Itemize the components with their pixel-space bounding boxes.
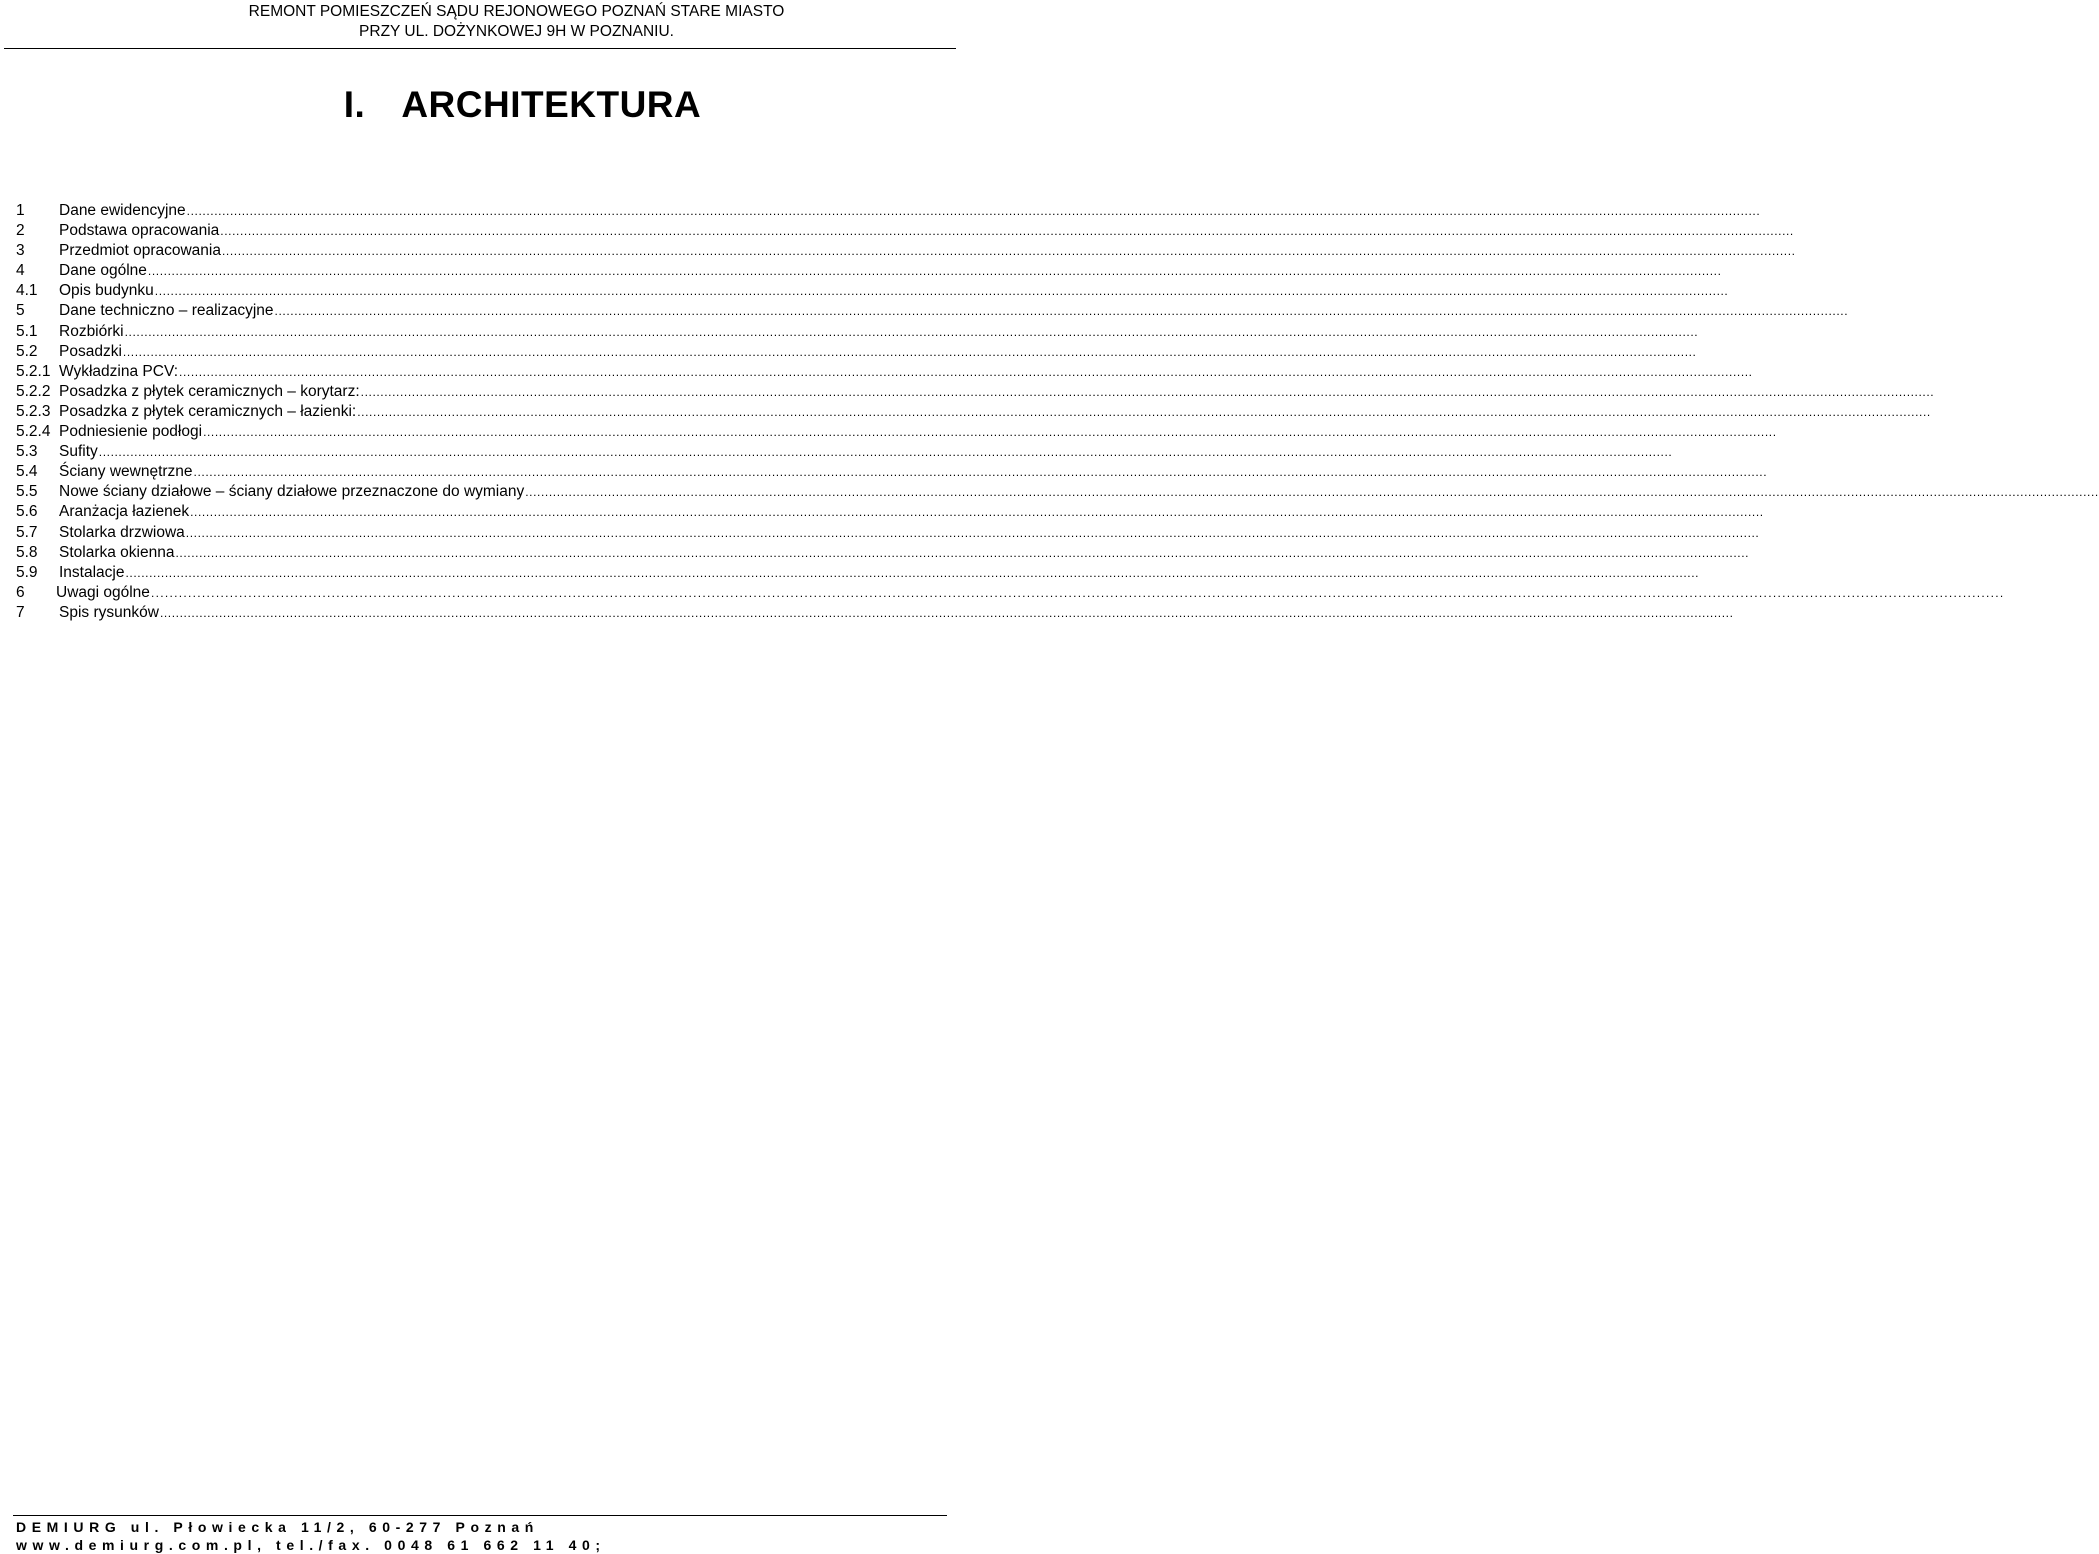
toc-entry-number: 6 bbox=[16, 583, 25, 601]
toc-entry[interactable] bbox=[16, 603, 1734, 623]
toc-entry[interactable] bbox=[16, 563, 1700, 583]
toc-dot-leader: ................................................................................................................................................................................................................................................................................................................................................................................................................ bbox=[147, 264, 1722, 279]
document-header bbox=[0, 2, 960, 42]
toc-entry-label: Podstawa opracowania bbox=[59, 222, 220, 240]
table-of-contents bbox=[16, 201, 2099, 623]
toc-dot-leader: ................................................................................................................................................................................................................................................................................................................................................................................................................ bbox=[154, 284, 1729, 299]
toc-entry-number: 1 bbox=[16, 202, 25, 219]
toc-entry-label: Posadzka z płytek ceramicznych – łazienki: bbox=[59, 402, 357, 420]
toc-entry[interactable] bbox=[16, 442, 1673, 462]
toc-entry-number: 5.1 bbox=[16, 322, 38, 340]
toc-dot-leader: ................................................................................................................................................................................................................................................................................................................................................................................................................ bbox=[203, 425, 1777, 440]
document-footer bbox=[16, 1519, 946, 1554]
toc-entry-number: 5.7 bbox=[16, 523, 38, 541]
toc-entry-number: 5.3 bbox=[16, 443, 38, 461]
toc-entry[interactable] bbox=[16, 342, 1697, 362]
toc-entry[interactable] bbox=[16, 201, 1761, 221]
toc-entry-label: Stolarka okienna bbox=[59, 543, 175, 561]
toc-entry-number: 3 bbox=[16, 242, 25, 260]
toc-entry[interactable] bbox=[16, 422, 1777, 442]
toc-entry-label: Dane techniczno – realizacyjne bbox=[59, 302, 274, 320]
toc-entry-label: Wykładzina PCV: bbox=[59, 362, 179, 380]
toc-entry-label: Stolarka drzwiowa bbox=[59, 523, 185, 541]
footer-divider bbox=[13, 1515, 947, 1516]
toc-entry-label: Rozbiórki bbox=[59, 322, 124, 340]
footer-address: DEMIURG ul. Płowiecka 11/2, 60-277 Poznań bbox=[16, 1519, 539, 1535]
toc-dot-leader: ................................................................................................................................................................................................................................................................................................................................................................................................................ bbox=[360, 384, 1935, 399]
toc-entry-label: Instalacje bbox=[59, 563, 125, 581]
toc-dot-leader: ................................................................................................................................................................................................................................................................................................................................................................................................................ bbox=[150, 585, 2005, 600]
toc-entry[interactable] bbox=[16, 462, 1768, 482]
toc-entry[interactable] bbox=[16, 382, 1935, 402]
toc-entry[interactable] bbox=[16, 362, 1753, 382]
toc-entry-label: Spis rysunków bbox=[59, 603, 159, 621]
toc-dot-leader: ................................................................................................................................................................................................................................................................................................................................................................................................................ bbox=[98, 445, 1673, 460]
toc-dot-leader: ................................................................................................................................................................................................................................................................................................................................................................................................................ bbox=[525, 485, 2099, 500]
toc-dot-leader: ................................................................................................................................................................................................................................................................................................................................................................................................................ bbox=[193, 465, 1768, 480]
toc-entry[interactable] bbox=[16, 402, 1931, 422]
toc-entry-number: 7 bbox=[16, 603, 25, 621]
toc-entry-label: Posadzki bbox=[59, 342, 122, 360]
toc-entry-label: Posadzka z płytek ceramicznych – korytarz: bbox=[59, 382, 360, 400]
toc-entry[interactable] bbox=[16, 221, 1794, 241]
toc-dot-leader: ................................................................................................................................................................................................................................................................................................................................................................................................................ bbox=[190, 505, 1764, 520]
toc-entry[interactable] bbox=[16, 261, 1722, 281]
toc-entry[interactable] bbox=[16, 523, 1760, 543]
toc-entry-number: 4.1 bbox=[16, 282, 38, 300]
toc-entry-label: Podniesienie podłogi bbox=[59, 423, 203, 441]
toc-entry[interactable] bbox=[16, 482, 2099, 502]
footer-contact: www.demiurg.com.pl, tel./fax. 0048 61 662 11 40; bbox=[16, 1536, 606, 1553]
toc-entry-label: Aranżacja łazienek bbox=[59, 503, 190, 521]
toc-dot-leader: ................................................................................................................................................................................................................................................................................................................................................................................................................ bbox=[125, 565, 1700, 580]
toc-entry[interactable] bbox=[16, 241, 1796, 261]
toc-dot-leader: ................................................................................................................................................................................................................................................................................................................................................................................................................ bbox=[124, 324, 1699, 339]
toc-entry-label: Dane ewidencyjne bbox=[59, 202, 186, 219]
section-title: ARCHITEKTURA bbox=[401, 84, 702, 125]
toc-entry-number: 5.5 bbox=[16, 483, 38, 501]
header-title-line-1: REMONT POMIESZCZEŃ SĄDU REJONOWEGO POZNAŃ STARE MIASTO bbox=[248, 3, 785, 20]
toc-dot-leader: ................................................................................................................................................................................................................................................................................................................................................................................................................ bbox=[357, 404, 1931, 419]
toc-entry-number: 5 bbox=[16, 302, 25, 320]
toc-entry-number: 5.2 bbox=[16, 342, 38, 360]
header-divider bbox=[4, 48, 956, 49]
toc-entry[interactable] bbox=[16, 543, 1750, 563]
toc-entry-number: 5.2.2 bbox=[16, 382, 51, 400]
toc-dot-leader: ................................................................................................................................................................................................................................................................................................................................................................................................................ bbox=[186, 204, 1761, 218]
toc-entry-number: 2 bbox=[16, 222, 25, 240]
toc-entry-label: Przedmiot opracowania bbox=[59, 242, 221, 260]
toc-entry[interactable] bbox=[16, 583, 2005, 603]
toc-entry[interactable] bbox=[16, 502, 1764, 522]
toc-entry-label: Nowe ściany działowe – ściany działowe przeznaczone do wymiany bbox=[59, 483, 525, 501]
toc-entry-number: 5.8 bbox=[16, 543, 38, 561]
toc-entry[interactable] bbox=[16, 281, 1729, 301]
toc-dot-leader: ................................................................................................................................................................................................................................................................................................................................................................................................................ bbox=[274, 304, 1849, 319]
section-number: I. bbox=[343, 84, 366, 125]
toc-entry-number: 5.2.3 bbox=[16, 402, 51, 420]
toc-entry-label: Sufity bbox=[59, 443, 98, 461]
toc-dot-leader: ................................................................................................................................................................................................................................................................................................................................................................................................................ bbox=[175, 545, 1750, 560]
section-heading bbox=[0, 84, 960, 126]
toc-dot-leader: ................................................................................................................................................................................................................................................................................................................................................................................................................ bbox=[221, 244, 1796, 259]
toc-entry-number: 5.6 bbox=[16, 503, 38, 521]
toc-dot-leader: ................................................................................................................................................................................................................................................................................................................................................................................................................ bbox=[185, 525, 1760, 540]
toc-entry-label: Ściany wewnętrzne bbox=[59, 463, 193, 481]
toc-entry-number: 5.2.4 bbox=[16, 423, 51, 441]
toc-entry-number: 4 bbox=[16, 262, 25, 280]
toc-dot-leader: ................................................................................................................................................................................................................................................................................................................................................................................................................ bbox=[220, 224, 1794, 239]
toc-entry-label: Uwagi ogólne bbox=[56, 583, 150, 601]
toc-entry-number: 5.4 bbox=[16, 463, 38, 481]
toc-dot-leader: ................................................................................................................................................................................................................................................................................................................................................................................................................ bbox=[159, 605, 1734, 620]
toc-dot-leader: ................................................................................................................................................................................................................................................................................................................................................................................................................ bbox=[179, 364, 1753, 379]
toc-entry-number: 5.2.1 bbox=[16, 362, 51, 380]
toc-entry[interactable] bbox=[16, 322, 1699, 342]
toc-entry-label: Opis budynku bbox=[59, 282, 154, 300]
toc-dot-leader: ................................................................................................................................................................................................................................................................................................................................................................................................................ bbox=[122, 344, 1697, 359]
header-title-line-2: PRZY UL. DOŻYNKOWEJ 9H W POZNANIU. bbox=[359, 23, 674, 40]
toc-entry-label: Dane ogólne bbox=[59, 262, 147, 280]
toc-entry[interactable] bbox=[16, 301, 1849, 321]
toc-entry-number: 5.9 bbox=[16, 563, 38, 581]
